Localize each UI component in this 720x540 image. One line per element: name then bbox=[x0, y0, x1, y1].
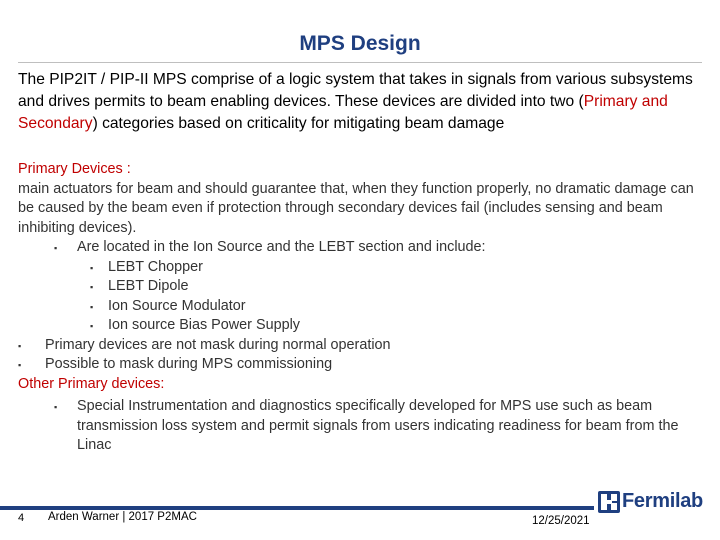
intro-highlight: Primary and Secondary bbox=[18, 93, 668, 132]
bullet-icon: ▪ bbox=[90, 321, 94, 331]
bullet-icon: ▪ bbox=[54, 402, 58, 412]
intro-text-after: ) categories based on criticality for mitigating beam damage bbox=[92, 115, 505, 132]
logo-text: Fermilab bbox=[622, 490, 703, 512]
device-label: Ion source Bias Power Supply bbox=[108, 317, 300, 333]
note-item bbox=[18, 355, 708, 375]
bullet-icon: ▪ bbox=[90, 301, 94, 312]
fermilab-logo bbox=[598, 490, 703, 513]
device-label: Ion Source Modulator bbox=[108, 297, 246, 314]
device-item bbox=[18, 316, 708, 336]
device-item bbox=[18, 297, 708, 317]
device-item bbox=[18, 258, 708, 278]
note-item bbox=[18, 336, 708, 356]
primary-description: main actuators for beam and should guarantee that, when they function properly, no dramatic damage can be caused by the beam even if protection through secondary devices fail (includes sensing and beam inhibiting devices). bbox=[18, 180, 694, 236]
located-text: Are located in the Ion Source and the LEBT section and include: bbox=[77, 239, 486, 255]
primary-heading: Primary Devices : bbox=[18, 161, 131, 177]
footer-author: Arden Warner | 2017 P2MAC bbox=[48, 511, 197, 523]
device-label: LEBT Dipole bbox=[108, 278, 189, 294]
footer-bar bbox=[0, 506, 594, 510]
title-divider bbox=[18, 62, 702, 63]
other-item-label: Special Instrumentation and diagnostics specifically developed for MPS use such as beam transmission loss system and permit signals from users indicating readiness for beam from the Linac bbox=[77, 398, 679, 453]
page-number: 4 bbox=[18, 512, 25, 524]
bullet-icon: ▪ bbox=[18, 360, 22, 370]
fermilab-logo-icon bbox=[598, 491, 620, 513]
bullet-icon: ▪ bbox=[90, 282, 94, 292]
note-label: Primary devices are not mask during normal operation bbox=[45, 336, 391, 353]
device-label: LEBT Chopper bbox=[108, 258, 203, 275]
other-heading: Other Primary devices: bbox=[18, 375, 165, 392]
slide-title: MPS Design bbox=[299, 32, 421, 55]
device-item bbox=[18, 277, 708, 297]
intro-text-before: The PIP2IT / PIP-II MPS comprise of a logic system that takes in signals from various subsystems and drives permits to beam enabling devices. These devices are divided into two ( bbox=[18, 71, 693, 110]
intro-paragraph bbox=[18, 69, 704, 135]
located-bullet bbox=[18, 238, 708, 258]
content-body bbox=[18, 160, 708, 456]
note-label: Possible to mask during MPS commissioning bbox=[45, 356, 333, 372]
bullet-icon: ▪ bbox=[54, 243, 58, 253]
other-item bbox=[18, 397, 708, 456]
bullet-icon: ▪ bbox=[90, 262, 94, 273]
footer-date: 12/25/2021 bbox=[532, 515, 590, 527]
bullet-icon: ▪ bbox=[18, 340, 22, 351]
